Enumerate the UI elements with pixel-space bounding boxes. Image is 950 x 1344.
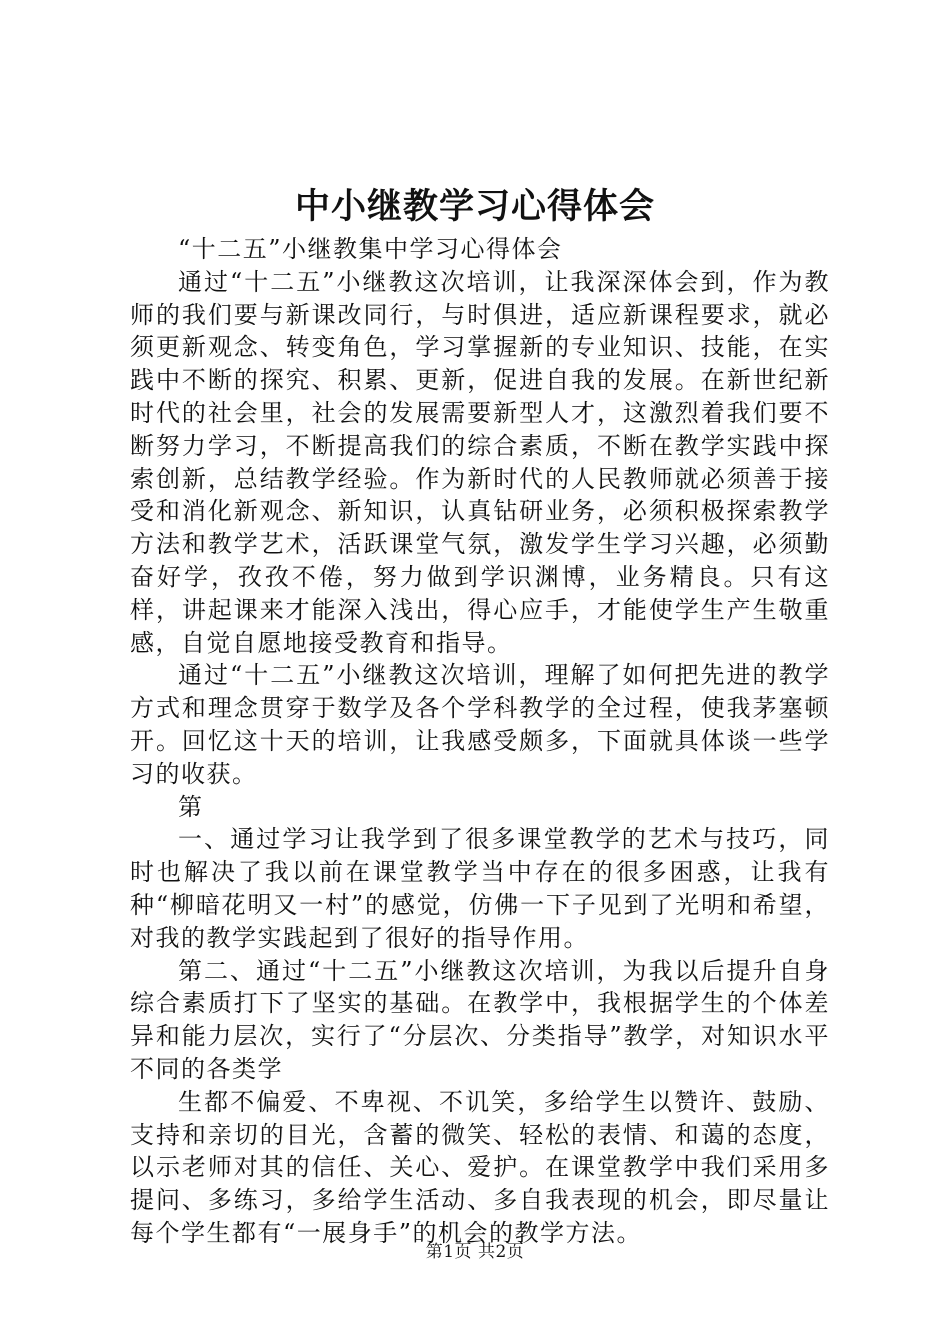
document-title: 中小继教学习心得体会	[294, 186, 655, 227]
paragraph: 生都不偏爱、不卑视、不讥笑，多给学生以赞许、鼓励、支持和亲切的目光，含蓄的微笑、轻松的表情、和蔼的态度，以示老师对其的信任、关心、爱护。在课堂教学中我们采用多提问、多练习，多给学生活动、多自我表现的机会，即尽量让每个学生都有“一展身手”的机会的教学方法。	[130, 1087, 830, 1247]
page-number-footer: 第1页 共2页	[425, 1242, 525, 1262]
paragraph: 通过“十二五”小继教这次培训，让我深深体会到，作为教师的我们要与新课改同行，与时俱进，适应新课程要求，就必须更新观念、转变角色，学习掌握新的专业知识、技能，在实践中不断的探究、积累、更新，促进自我的发展。在新世纪新时代的社会里，社会的发展需要新型人才，这激烈着我们要不断努力学习，不断提高我们的综合素质，不断在教学实践中探索创新，总结教学经验。作为新时代的人民教师就必须善于接受和消化新观念、新知识，认真钻研业务，必须积极探索教学方法和教学艺术，活跃课堂气氛，激发学生学习兴趣，必须勤奋好学，孜孜不倦，努力做到学识渊博，业务精良。只有这样，讲起课来才能深入浅出，得心应手，才能使学生产生敬重感，自觉自愿地接受教育和指导。	[130, 267, 830, 657]
paragraph: 通过“十二五”小继教这次培训，理解了如何把先进的教学方式和理念贯穿于数学及各个学科教学的全过程，使我茅塞顿开。回忆这十天的培训，让我感受颇多，下面就具体谈一些学习的收获。	[130, 661, 830, 788]
paragraph: 一、通过学习让我学到了很多课堂教学的艺术与技巧，同时也解决了我以前在课堂教学当中存在的很多困惑，让我有种“柳暗花明又一村”的感觉，仿佛一下子见到了光明和希望，对我的教学实践起到了很好的指导作用。	[130, 825, 830, 952]
paragraph-subtitle: “十二五”小继教集中学习心得体会	[178, 235, 563, 263]
paragraph: 第二、通过“十二五”小继教这次培训，为我以后提升自身综合素质打下了坚实的基础。在教学中，我根据学生的个体差异和能力层次，实行了“分层次、分类指导”教学，对知识水平不同的各类学	[130, 956, 830, 1083]
paragraph: 第	[178, 792, 204, 821]
document-body	[130, 233, 830, 1250]
